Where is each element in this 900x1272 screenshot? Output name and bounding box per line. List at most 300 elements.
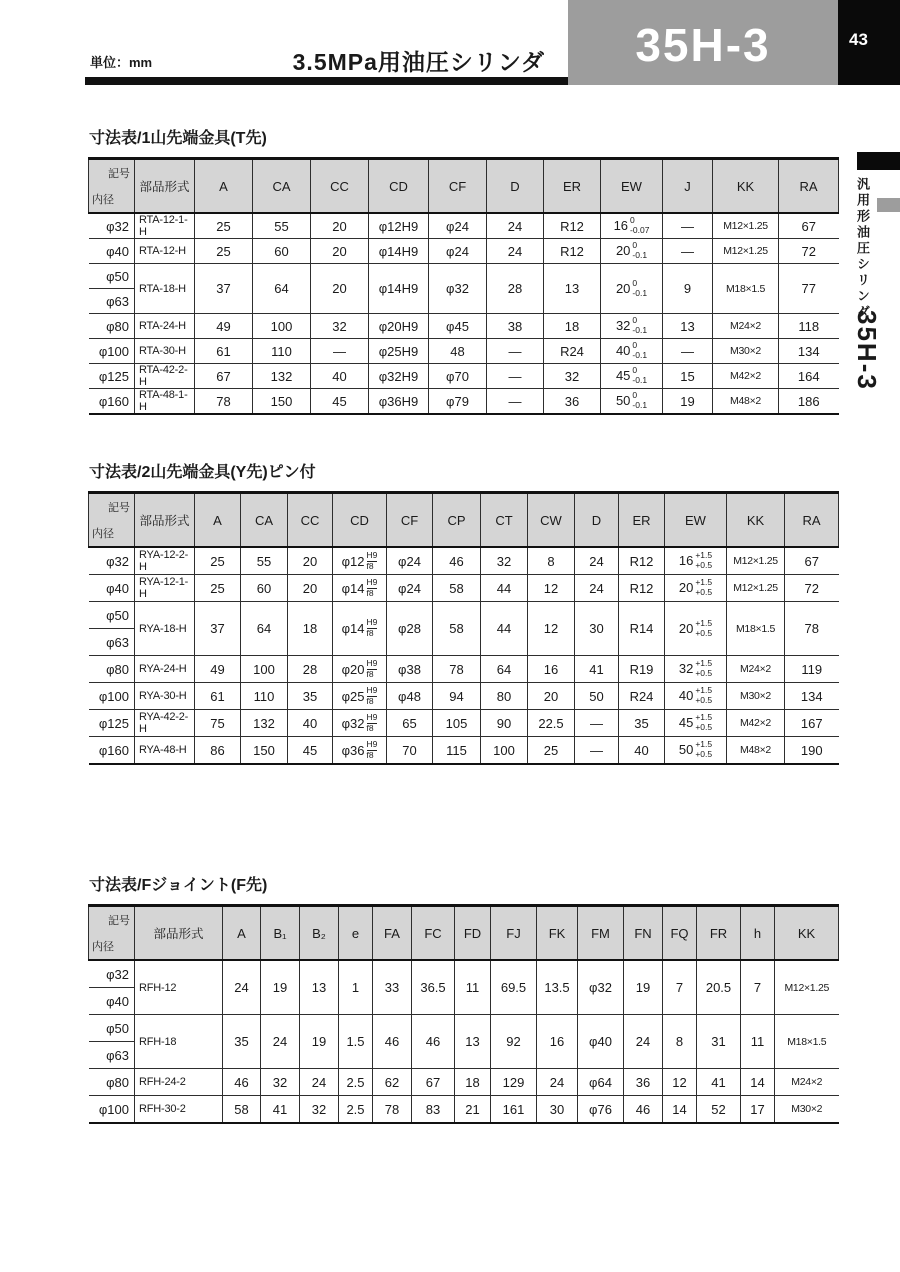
part-number-cell: RYA-42-2-H [135, 710, 195, 737]
sidebar-category-label: 汎用形油圧シリンダ [855, 177, 870, 321]
value-cell: M48×2 [727, 737, 785, 765]
table-row [89, 602, 839, 629]
column-header-fr: FR [697, 906, 741, 961]
column-header-fn: FN [624, 906, 663, 961]
table-row [89, 239, 839, 264]
value-cell: φ79 [429, 389, 487, 415]
value-cell: R14 [619, 602, 665, 656]
value-cell: 20 [288, 547, 333, 575]
column-header-j: J [663, 159, 713, 214]
value-cell: 20 0 -0.1 [601, 264, 663, 314]
part-number-cell: RFH-18 [135, 1015, 223, 1069]
value-cell: M24×2 [727, 656, 785, 683]
value-cell: 7 [741, 960, 775, 1015]
value-cell: φ20H9 [369, 314, 429, 339]
tolerance-stack: 0 -0.1 [632, 315, 648, 335]
table-row [89, 710, 839, 737]
value-cell: 14 [663, 1096, 697, 1124]
column-header-er: ER [544, 159, 601, 214]
column-header-er: ER [619, 493, 665, 548]
value-cell: 20 +1.5 +0.5 [665, 602, 727, 656]
tolerance-stack: $\frac{H9}{f8}$ [366, 576, 378, 598]
value-cell: 78 [433, 656, 481, 683]
value-cell: φ24 [387, 575, 433, 602]
value-cell: 100 [481, 737, 528, 765]
value-cell: 25 [195, 239, 253, 264]
value-cell: M30×2 [775, 1096, 839, 1124]
value-cell: M12×1.25 [713, 213, 779, 239]
table-row [89, 656, 839, 683]
bore-cell: φ100 [89, 1096, 135, 1124]
value-cell: 92 [491, 1015, 537, 1069]
value-cell: 67 [785, 547, 839, 575]
corner-header-cell [89, 493, 135, 548]
table-row [89, 960, 839, 988]
value-cell: 20 [311, 264, 369, 314]
dimension-table-y-type [88, 491, 839, 765]
value-cell: 1.5 [339, 1015, 373, 1069]
value-cell: 38 [487, 314, 544, 339]
value-cell: 44 [481, 602, 528, 656]
value-cell: 132 [241, 710, 288, 737]
table-title-t-type: 寸法表/1山先端金具(T先) [89, 130, 267, 147]
value-cell: 20 [288, 575, 333, 602]
value-cell: φ32 [578, 960, 624, 1015]
value-cell: φ28 [387, 602, 433, 656]
value-cell: 78 [195, 389, 253, 415]
bore-cell: φ160 [89, 737, 135, 765]
table-row [89, 339, 839, 364]
value-cell: 134 [779, 339, 839, 364]
header-row [89, 493, 839, 548]
value-cell: 19 [261, 960, 300, 1015]
table-row [89, 1096, 839, 1124]
value-cell: 16 0 -0.07 [601, 213, 663, 239]
column-header-e: e [339, 906, 373, 961]
value-cell: 32 [481, 547, 528, 575]
value-cell: 41 [697, 1069, 741, 1096]
value-cell: 77 [779, 264, 839, 314]
value-cell: 50 0 -0.1 [601, 389, 663, 415]
value-cell: φ14 $\frac{H9}{f8}$ [333, 575, 387, 602]
value-cell: φ12H9 [369, 213, 429, 239]
value-cell: 36.5 [412, 960, 455, 1015]
table-row [89, 389, 839, 415]
table-section-y-type [88, 464, 848, 765]
table-row [89, 213, 839, 239]
part-number-cell: RFH-12 [135, 960, 223, 1015]
bore-cell: φ80 [89, 656, 135, 683]
tolerance-stack: +1.5 +0.5 [695, 658, 713, 678]
tolerance-stack: +1.5 +0.5 [695, 577, 713, 597]
value-cell: 46 [223, 1069, 261, 1096]
value-cell: 67 [195, 364, 253, 389]
value-cell: 8 [663, 1015, 697, 1069]
value-cell: 28 [288, 656, 333, 683]
column-header-b: B₁ [261, 906, 300, 961]
value-cell: 12 [663, 1069, 697, 1096]
value-cell: 100 [253, 314, 311, 339]
value-cell: 45 +1.5 +0.5 [665, 710, 727, 737]
value-cell: 17 [741, 1096, 775, 1124]
value-cell: 58 [433, 575, 481, 602]
value-cell: 25 [528, 737, 575, 765]
table-row [89, 547, 839, 575]
column-header-fj: FJ [491, 906, 537, 961]
value-cell: 161 [491, 1096, 537, 1124]
value-cell: M30×2 [713, 339, 779, 364]
value-cell: — [575, 710, 619, 737]
part-number-cell: RTA-30-H [135, 339, 195, 364]
value-cell: 1 [339, 960, 373, 1015]
column-header-ew: EW [665, 493, 727, 548]
column-header-a: A [195, 493, 241, 548]
value-cell: 41 [575, 656, 619, 683]
value-cell: 32 +1.5 +0.5 [665, 656, 727, 683]
value-cell: 19 [624, 960, 663, 1015]
corner-label-bottom: 内径 [92, 941, 114, 953]
value-cell: M12×1.25 [727, 575, 785, 602]
value-cell: 20 0 -0.1 [601, 239, 663, 264]
tolerance-stack: +1.5 +0.5 [695, 617, 713, 638]
value-cell: 129 [491, 1069, 537, 1096]
value-cell: φ76 [578, 1096, 624, 1124]
part-number-cell: RYA-12-1-H [135, 575, 195, 602]
value-cell: 150 [241, 737, 288, 765]
column-header-a: A [223, 906, 261, 961]
value-cell: 30 [575, 602, 619, 656]
value-cell: 60 [253, 239, 311, 264]
value-cell: 94 [433, 683, 481, 710]
value-cell: φ20 $\frac{H9}{f8}$ [333, 656, 387, 683]
value-cell: 134 [785, 683, 839, 710]
table-title-f-joint: 寸法表/Fジョイント(F先) [89, 877, 268, 894]
part-number-cell: RTA-42-2-H [135, 364, 195, 389]
value-cell: 75 [195, 710, 241, 737]
column-header-cc: CC [311, 159, 369, 214]
dimension-table-t-type [88, 157, 839, 415]
value-cell: M42×2 [727, 710, 785, 737]
column-header-fk: FK [537, 906, 578, 961]
value-cell: 35 [619, 710, 665, 737]
tolerance-stack: 0 -0.1 [632, 390, 648, 410]
value-cell: φ14H9 [369, 264, 429, 314]
column-header-kk: KK [775, 906, 839, 961]
value-cell: φ32 [429, 264, 487, 314]
value-cell: 46 [624, 1096, 663, 1124]
value-cell: 19 [300, 1015, 339, 1069]
value-cell: 69.5 [491, 960, 537, 1015]
part-number-cell: RYA-30-H [135, 683, 195, 710]
value-cell: 67 [779, 213, 839, 239]
value-cell: M12×1.25 [727, 547, 785, 575]
value-cell: 46 [433, 547, 481, 575]
column-header-cf: CF [429, 159, 487, 214]
tolerance-stack: +1.5 +0.5 [695, 685, 713, 705]
tolerance-stack: $\frac{H9}{f8}$ [366, 657, 378, 679]
value-cell: 35 [288, 683, 333, 710]
bore-cell: φ50 [89, 264, 135, 289]
column-header-cd: CD [333, 493, 387, 548]
value-cell: φ48 [387, 683, 433, 710]
table-row [89, 1069, 839, 1096]
value-cell: M24×2 [713, 314, 779, 339]
value-cell: 37 [195, 264, 253, 314]
value-cell: 18 [455, 1069, 491, 1096]
page-number: 43 [849, 30, 868, 49]
value-cell: φ36H9 [369, 389, 429, 415]
value-cell: 72 [779, 239, 839, 264]
corner-label-top: 記号 [108, 168, 130, 180]
value-cell: 13 [544, 264, 601, 314]
value-cell: 86 [195, 737, 241, 765]
value-cell: 33 [373, 960, 412, 1015]
value-cell: 45 0 -0.1 [601, 364, 663, 389]
value-cell: 40 0 -0.1 [601, 339, 663, 364]
value-cell: 62 [373, 1069, 412, 1096]
value-cell: 65 [387, 710, 433, 737]
tolerance-stack: 0 -0.07 [630, 215, 650, 235]
part-number-cell: RTA-24-H [135, 314, 195, 339]
value-cell: 12 [528, 575, 575, 602]
value-cell: M48×2 [713, 389, 779, 415]
tolerance-stack: $\frac{H9}{f8}$ [366, 684, 378, 706]
value-cell: 46 [412, 1015, 455, 1069]
column-header-ra: RA [785, 493, 839, 548]
value-cell: 45 [311, 389, 369, 415]
value-cell: φ14 $\frac{H9}{f8}$ [333, 602, 387, 656]
bore-cell: φ80 [89, 314, 135, 339]
value-cell: φ38 [387, 656, 433, 683]
value-cell: 13.5 [537, 960, 578, 1015]
value-cell: M12×1.25 [713, 239, 779, 264]
tolerance-stack: +1.5 +0.5 [695, 739, 713, 759]
column-header-d: D [487, 159, 544, 214]
value-cell: 20 [311, 239, 369, 264]
value-cell: φ24 [387, 547, 433, 575]
value-cell: 44 [481, 575, 528, 602]
value-cell: 24 [300, 1069, 339, 1096]
value-cell: 80 [481, 683, 528, 710]
value-cell: 41 [261, 1096, 300, 1124]
corner-label-top: 記号 [108, 502, 130, 514]
bore-cell: φ160 [89, 389, 135, 415]
table-section-f-joint [88, 877, 848, 1124]
column-header-a: A [195, 159, 253, 214]
tolerance-stack: 0 -0.1 [632, 277, 648, 298]
value-cell: 55 [241, 547, 288, 575]
value-cell: φ14H9 [369, 239, 429, 264]
value-cell: 110 [241, 683, 288, 710]
sidebar-black-bar [857, 152, 900, 170]
value-cell: φ24 [429, 213, 487, 239]
table-row [89, 364, 839, 389]
value-cell: 48 [429, 339, 487, 364]
table-row [89, 737, 839, 765]
value-cell: — [663, 339, 713, 364]
tolerance-stack: $\frac{H9}{f8}$ [366, 549, 378, 571]
part-number-cell: RTA-12-H [135, 239, 195, 264]
bore-cell: φ63 [89, 1042, 135, 1069]
value-cell: 13 [663, 314, 713, 339]
value-cell: 60 [241, 575, 288, 602]
title-strip [85, 77, 568, 85]
bore-cell: φ125 [89, 364, 135, 389]
part-number-cell: RFH-24-2 [135, 1069, 223, 1096]
value-cell: 64 [481, 656, 528, 683]
value-cell: 13 [300, 960, 339, 1015]
value-cell: R24 [544, 339, 601, 364]
value-cell: 25 [195, 213, 253, 239]
table-section-t-type [88, 130, 848, 415]
column-header-cc: CC [288, 493, 333, 548]
tolerance-stack: $\frac{H9}{f8}$ [366, 711, 378, 733]
value-cell: — [575, 737, 619, 765]
value-cell: 36 [544, 389, 601, 415]
header-row [89, 159, 839, 214]
value-cell: 49 [195, 314, 253, 339]
value-cell: 16 +1.5 +0.5 [665, 547, 727, 575]
value-cell: 78 [373, 1096, 412, 1124]
column-header-kk: KK [727, 493, 785, 548]
value-cell: 32 [544, 364, 601, 389]
value-cell: 2.5 [339, 1096, 373, 1124]
value-cell: 31 [697, 1015, 741, 1069]
value-cell: 32 0 -0.1 [601, 314, 663, 339]
value-cell: — [311, 339, 369, 364]
value-cell: 36 [624, 1069, 663, 1096]
column-header-ca: CA [241, 493, 288, 548]
column-header-cw: CW [528, 493, 575, 548]
value-cell: 70 [387, 737, 433, 765]
part-number-cell: RTA-12-1-H [135, 213, 195, 239]
value-cell: 40 [288, 710, 333, 737]
column-header-ra: RA [779, 159, 839, 214]
value-cell: 9 [663, 264, 713, 314]
unit-label: 単位：mm [90, 55, 153, 70]
bore-cell: φ125 [89, 710, 135, 737]
corner-label-bottom: 内径 [92, 194, 114, 206]
value-cell: 24 [537, 1069, 578, 1096]
value-cell: 37 [195, 602, 241, 656]
value-cell: 118 [779, 314, 839, 339]
value-cell: 11 [455, 960, 491, 1015]
bore-cell: φ40 [89, 239, 135, 264]
bore-cell: φ100 [89, 339, 135, 364]
value-cell: 190 [785, 737, 839, 765]
value-cell: 13 [455, 1015, 491, 1069]
value-cell: 61 [195, 339, 253, 364]
value-cell: φ40 [578, 1015, 624, 1069]
value-cell: 32 [300, 1096, 339, 1124]
table-title-y-type: 寸法表/2山先端金具(Y先)ピン付 [89, 464, 316, 481]
column-header-ew: EW [601, 159, 663, 214]
value-cell: — [487, 364, 544, 389]
column-header-cp: CP [433, 493, 481, 548]
value-cell: φ32 $\frac{H9}{f8}$ [333, 710, 387, 737]
column-header-cf: CF [387, 493, 433, 548]
header-row [89, 906, 839, 961]
value-cell: 11 [741, 1015, 775, 1069]
value-cell: 115 [433, 737, 481, 765]
column-header-fa: FA [373, 906, 412, 961]
value-cell: 24 [575, 575, 619, 602]
value-cell: 15 [663, 364, 713, 389]
column-header-d: D [575, 493, 619, 548]
value-cell: 24 [624, 1015, 663, 1069]
tolerance-stack: +1.5 +0.5 [695, 712, 713, 732]
value-cell: 50 +1.5 +0.5 [665, 737, 727, 765]
corner-header-cell [89, 906, 135, 961]
value-cell: 119 [785, 656, 839, 683]
page-title: 3.5MPa用油圧シリンダ [292, 49, 545, 75]
part-number-cell: RYA-24-H [135, 656, 195, 683]
value-cell: 19 [663, 389, 713, 415]
value-cell: 25 [195, 547, 241, 575]
column-header-part: 部品形式 [135, 159, 195, 214]
bore-cell: φ80 [89, 1069, 135, 1096]
value-cell: 64 [241, 602, 288, 656]
value-cell: 18 [544, 314, 601, 339]
value-cell: — [663, 213, 713, 239]
value-cell: 24 [487, 239, 544, 264]
value-cell: 110 [253, 339, 311, 364]
value-cell: R12 [544, 239, 601, 264]
dimension-table-f-joint [88, 904, 839, 1124]
part-number-cell: RFH-30-2 [135, 1096, 223, 1124]
value-cell: φ25 $\frac{H9}{f8}$ [333, 683, 387, 710]
table-row [89, 575, 839, 602]
value-cell: 50 [575, 683, 619, 710]
value-cell: 52 [697, 1096, 741, 1124]
bore-cell: φ50 [89, 602, 135, 629]
tolerance-stack: $\frac{H9}{f8}$ [366, 617, 378, 638]
corner-header-cell [89, 159, 135, 214]
part-number-cell: RTA-48-1-H [135, 389, 195, 415]
column-header-fm: FM [578, 906, 624, 961]
value-cell: M42×2 [713, 364, 779, 389]
value-cell: M18×1.5 [713, 264, 779, 314]
tolerance-stack: 0 -0.1 [632, 240, 648, 260]
value-cell: 28 [487, 264, 544, 314]
value-cell: φ12 $\frac{H9}{f8}$ [333, 547, 387, 575]
column-header-part: 部品形式 [135, 493, 195, 548]
value-cell: 61 [195, 683, 241, 710]
value-cell: 20 [311, 213, 369, 239]
value-cell: 64 [253, 264, 311, 314]
value-cell: 78 [785, 602, 839, 656]
value-cell: φ64 [578, 1069, 624, 1096]
value-cell: φ25H9 [369, 339, 429, 364]
table-row [89, 683, 839, 710]
value-cell: 100 [241, 656, 288, 683]
model-badge: 35H-3 [568, 0, 838, 85]
value-cell: φ70 [429, 364, 487, 389]
value-cell: R12 [619, 575, 665, 602]
value-cell: R24 [619, 683, 665, 710]
value-cell: M18×1.5 [727, 602, 785, 656]
bore-cell: φ40 [89, 575, 135, 602]
value-cell: 16 [537, 1015, 578, 1069]
value-cell: 105 [433, 710, 481, 737]
value-cell: 35 [223, 1015, 261, 1069]
corner-label-bottom: 内径 [92, 528, 114, 540]
value-cell: φ45 [429, 314, 487, 339]
value-cell: — [487, 339, 544, 364]
bore-cell: φ32 [89, 213, 135, 239]
value-cell: 67 [412, 1069, 455, 1096]
value-cell: 72 [785, 575, 839, 602]
